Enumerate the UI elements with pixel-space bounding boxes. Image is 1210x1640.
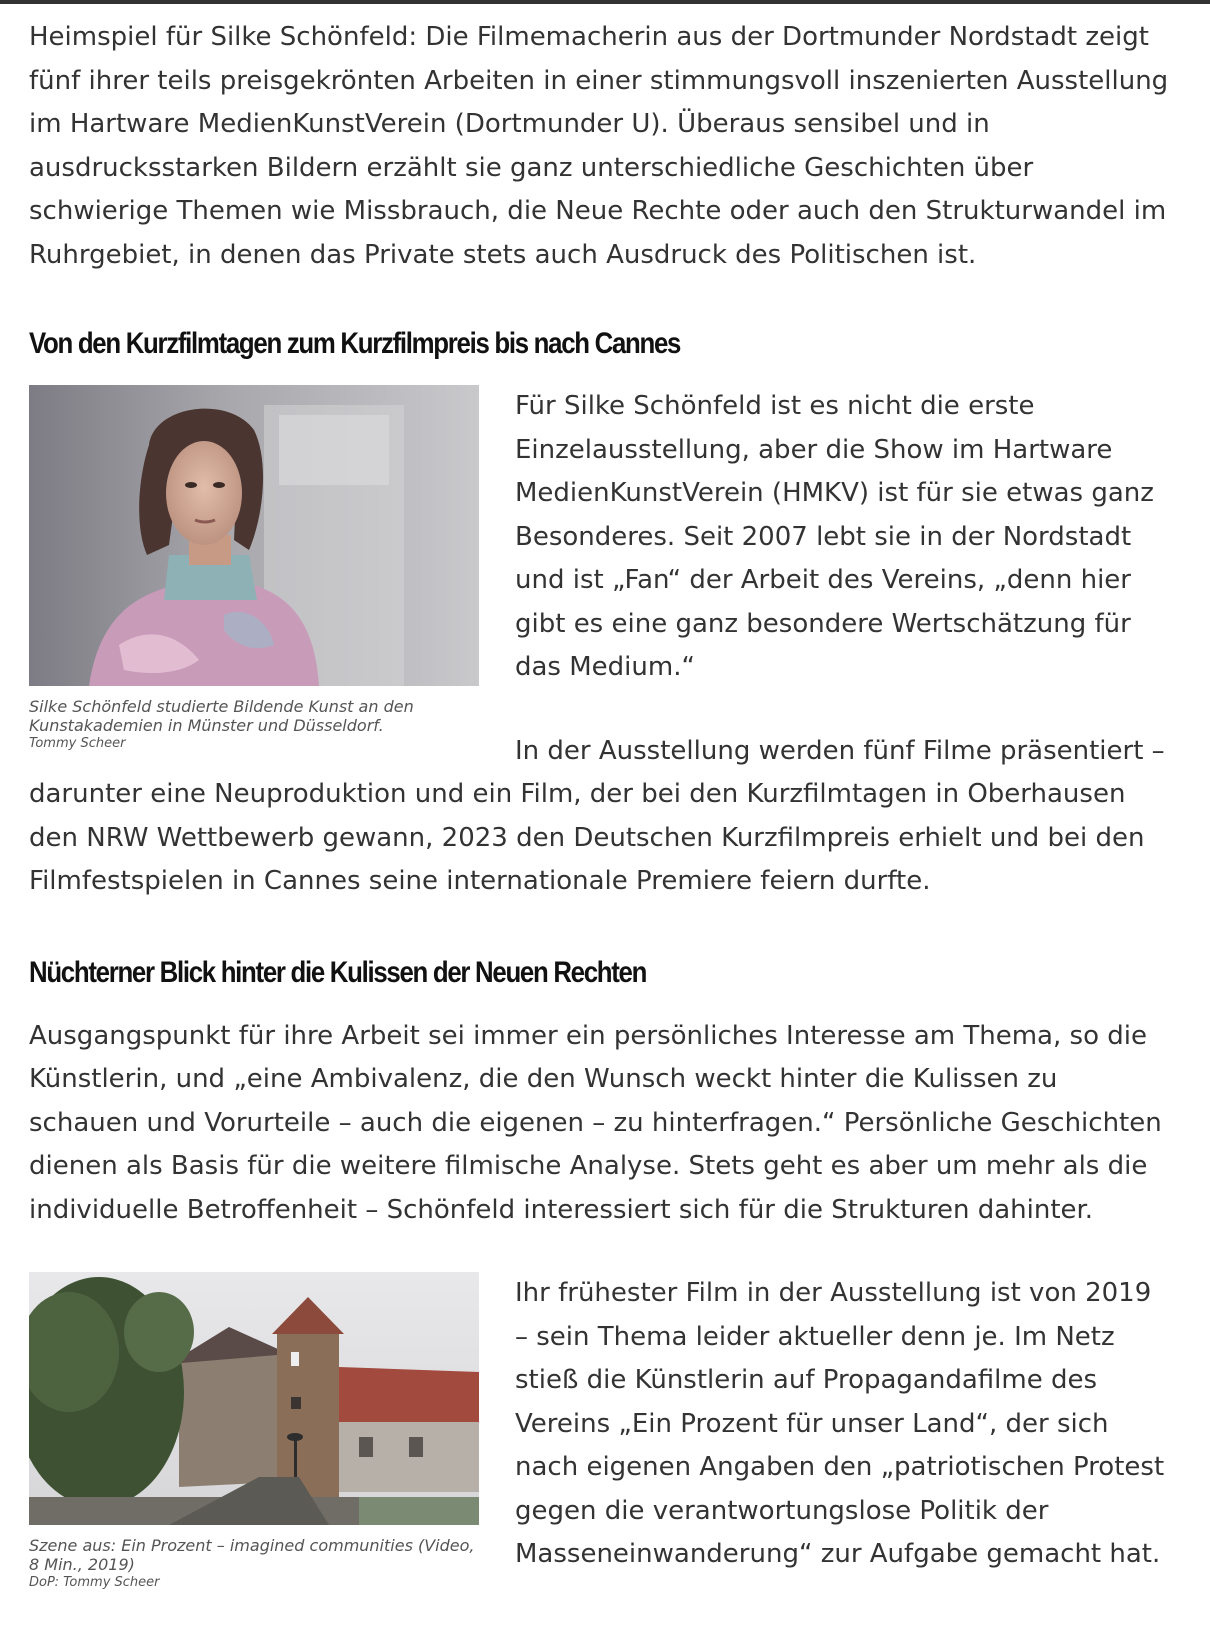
intro-paragraph: Heimspiel für Silke Schönfeld: Die Filmemacherin aus der Dortmunder Nordstadt zeigt fünf ihrer teils preisgekrönten Arbeiten in einer stimmungsvoll inszenierten Ausstellung im Hartware MedienKunstVerein (Dortmunder U). Überaus sensibel und in ausdrucksstarken Bildern erzählt sie ganz unterschiedliche Geschichten über schwierige Themen wie Missbrauch, die Neue Rechte oder auch den Strukturwandel im Ruhrgebiet, in denen das Private stets auch Ausdruck des Politischen ist.	[29, 22, 1169, 270]
portrait-caption	[29, 686, 479, 753]
section2-paragraph-1: Ausgangspunkt für ihre Arbeit sei immer ein persönliches Interesse am Thema, so die Künstlerin, und „eine Ambivalenz, die den Wunsch weckt hinter die Kulissen zu schauen und Vorurteile – auch die eigenen – zu hinterfragen.“ Persönliche Geschichten dienen als Basis für die weitere filmische Analyse. Stets geht es aber um mehr als die individuelle Betroffenheit – Schönfeld interessiert sich für die Strukturen dahinter.	[29, 1020, 1162, 1225]
figure-caption-text: Silke Schönfeld studierte Bildende Kunst an den Kunstakademien in Münster und Düsseldorf.	[29, 697, 414, 735]
film-still-caption	[29, 1525, 479, 1592]
section1-paragraph-2: In der Ausstellung werden fünf Filme präsentiert – darunter eine Neuproduktion und ein Film, der bei den Kurzfilmtagen in Oberhausen den NRW Wettbewerb gewann, 2023 den Deutschen Kurzfilmpreis erhielt und bei den Filmfestspielen in Cannes seine internationale Premiere feiern durfte.	[29, 735, 1165, 896]
figure-caption-text: Szene aus: Ein Prozent – imagined communities (Video, 8 Min., 2019)	[29, 1536, 475, 1574]
portrait-photo[interactable]	[29, 385, 479, 686]
top-border	[0, 0, 1210, 4]
photo-credit: Tommy Scheer	[29, 736, 126, 751]
portrait-figure	[29, 385, 479, 753]
film-still-figure	[29, 1272, 479, 1592]
section-heading-cannes: Von den Kurzfilmtagen zum Kurzfilmpreis bis nach Cannes	[29, 327, 681, 360]
photo-credit: DoP: Tommy Scheer	[29, 1575, 160, 1590]
section-heading-neue-rechte: Nüchterner Blick hinter die Kulissen der Neuen Rechten	[29, 955, 647, 989]
section1-paragraph-1: Für Silke Schönfeld ist es nicht die erste Einzelausstellung, aber die Show im Hartware MedienKunstVerein (HMKV) ist für sie etwas ganz Besonderes. Seit 2007 lebt sie in der Nordstadt und ist „Fan“ der Arbeit des Vereins, „denn hier gibt es eine ganz besondere Wertschätzung für das Medium.“	[515, 391, 1154, 682]
article-body	[29, 16, 1169, 1600]
section2-paragraph-2: Ihr frühester Film in der Ausstellung ist von 2019 – sein Thema leider aktueller denn je. Im Netz stieß die Künstlerin auf Propagandafilme des Vereins „Ein Prozent für unser Land“, der sich nach eigenen Angaben den „patriotischen Protest gegen die verantwortungslose Politik der Masseneinwanderung“ zur Aufgabe gemacht hat.	[515, 1278, 1165, 1569]
film-still-photo[interactable]	[29, 1272, 479, 1525]
